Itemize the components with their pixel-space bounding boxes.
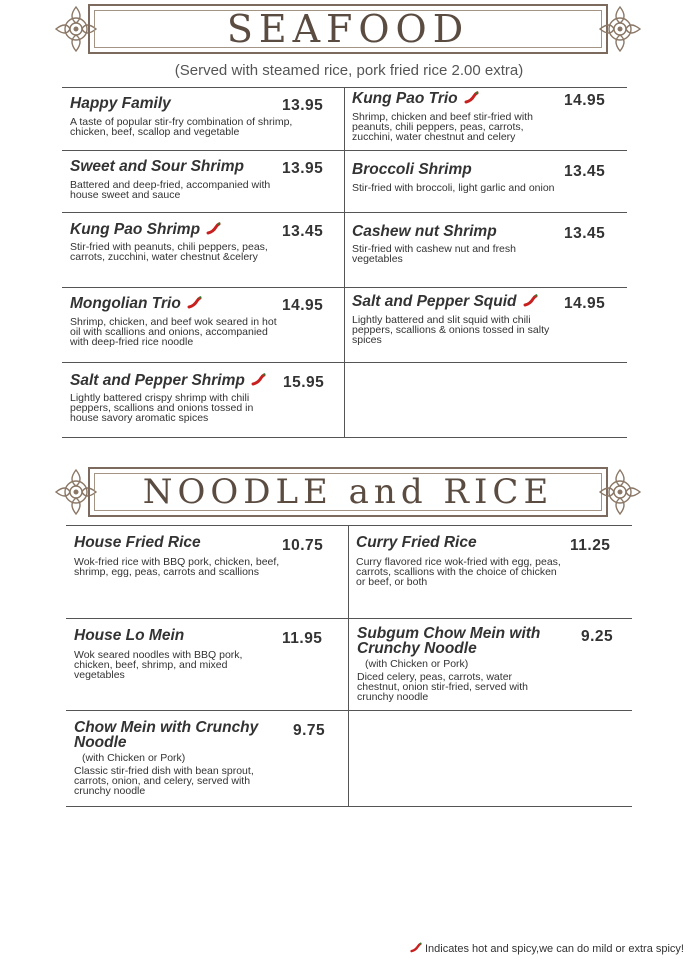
item-price: 9.75 (293, 722, 326, 739)
menu-item (70, 96, 332, 146)
item-price: 13.45 (564, 163, 606, 180)
noodle-rice-banner (54, 463, 642, 521)
item-price: 13.95 (282, 97, 324, 114)
item-price: 14.95 (564, 295, 606, 312)
menu-item (356, 535, 622, 613)
item-description: Wok seared noodles with BBQ pork, chicken, beef, shrimp, and mixed vegetables (74, 649, 243, 681)
item-name: House Fried Rice (74, 534, 201, 551)
item-description: Stir-fried with broccoli, light garlic and onion (352, 182, 555, 194)
floral-ornament-icon (598, 3, 642, 55)
item-price: 15.95 (283, 374, 325, 391)
item-description: Lightly battered and slit squid with chili peppers, scallions & onions tossed in salty spices (352, 314, 550, 346)
item-description: A taste of popular stir-fry combination of shrimp, chicken, beef, scallop and vegetable (70, 116, 293, 138)
item-description: Stir-fried with cashew nut and fresh vegetables (352, 243, 516, 265)
menu-item (70, 373, 332, 433)
item-name-text: Salt and Pepper Shrimp (70, 372, 245, 389)
item-name-text: Kung Pao Trio (352, 90, 458, 107)
item-description: Curry flavored rice wok-fried with egg, peas, carrots, scallions with the choice of chicken or beef, or both (356, 556, 561, 588)
item-price: 11.25 (570, 537, 611, 554)
item-name: Subgum Chow Mein with Crunchy Noodle (357, 625, 541, 657)
item-name (352, 91, 479, 106)
menu-item (74, 535, 336, 613)
menu-item (357, 626, 623, 706)
section-title: SEAFOOD (226, 7, 470, 51)
chili-pepper-icon (523, 294, 538, 307)
item-description: Shrimp, chicken and beef stir-fried with peanuts, chili peppers, peas, carrots, zucchini, water chestnut and celery (352, 111, 533, 143)
item-description: Shrimp, chicken, and beef wok seared in hot oil with scallions and onions, accompanied with deep-fried rice noodle (70, 316, 277, 348)
item-price: 9.25 (581, 628, 614, 645)
spicy-footnote (410, 942, 684, 955)
menu-item (352, 162, 617, 210)
item-description: Classic stir-fried dish with bean sprout, carrots, onion, and celery, served with crunchy noodle (74, 765, 254, 797)
item-name: Cashew nut Shrimp (352, 223, 497, 240)
footnote-text: Indicates hot and spicy,we can do mild or extra spicy! (424, 943, 684, 955)
chili-pepper-icon (206, 222, 221, 235)
grid-divider (348, 525, 349, 806)
menu-item (70, 222, 332, 284)
chili-pepper-icon (187, 296, 202, 309)
item-name: Sweet and Sour Shrimp (70, 158, 244, 175)
menu-item (70, 159, 332, 209)
item-price: 13.95 (282, 160, 324, 177)
seafood-banner (54, 0, 642, 58)
item-name: Curry Fried Rice (356, 534, 477, 551)
item-price: 14.95 (282, 297, 324, 314)
menu-item (352, 91, 617, 146)
grid-rule (66, 525, 632, 526)
seafood-subtitle: (Served with steamed rice, pork fried rice 2.00 extra) (174, 62, 524, 79)
item-description: Wok-fried rice with BBQ pork, chicken, beef, shrimp, egg, peas, carrots and scallions (74, 556, 280, 578)
item-name-text: Salt and Pepper Squid (352, 293, 517, 310)
menu-item (74, 720, 336, 802)
item-name-text: Mongolian Trio (70, 295, 181, 312)
grid-rule (66, 710, 632, 711)
grid-divider (344, 87, 345, 437)
grid-rule (66, 618, 632, 619)
item-price: 14.95 (564, 92, 606, 109)
item-name-text: Kung Pao Shrimp (70, 221, 201, 238)
item-price: 10.75 (282, 537, 324, 554)
item-name (70, 222, 221, 237)
item-description: Diced celery, peas, carrots, water chestnut, onion stir-fried, served with crunchy noodle (357, 671, 528, 703)
item-price: 13.45 (564, 225, 606, 242)
grid-rule (66, 806, 632, 807)
item-option-note: (with Chicken or Pork) (365, 658, 469, 670)
item-price: 13.45 (282, 223, 324, 240)
menu-item (352, 294, 617, 358)
item-name: Broccoli Shrimp (352, 161, 472, 178)
item-name: Chow Mein with Crunchy Noodle (74, 719, 259, 751)
floral-ornament-icon (598, 466, 642, 518)
item-name (70, 296, 202, 311)
item-name (352, 294, 538, 309)
chili-pepper-icon (410, 942, 422, 953)
item-description: Lightly battered crispy shrimp with chili peppers, scallions and onions tossed in house savory aromatic spices (70, 392, 254, 424)
chili-pepper-icon (251, 373, 266, 386)
item-description: Battered and deep-fried, accompanied with house sweet and sauce (70, 179, 271, 201)
item-name (70, 373, 266, 388)
menu-item (70, 296, 332, 358)
chili-pepper-icon (464, 91, 479, 104)
grid-rule (62, 437, 627, 438)
menu-item (352, 224, 617, 284)
item-description: Stir-fried with peanuts, chili peppers, peas, carrots, zucchini, water chestnut &celery (70, 241, 268, 263)
menu-item (74, 628, 336, 706)
item-name: House Lo Mein (74, 627, 185, 644)
item-option-note: (with Chicken or Pork) (82, 752, 186, 764)
item-price: 11.95 (282, 630, 323, 647)
section-title: NOODLE and RICE (142, 472, 554, 512)
item-name: Happy Family (70, 95, 171, 112)
